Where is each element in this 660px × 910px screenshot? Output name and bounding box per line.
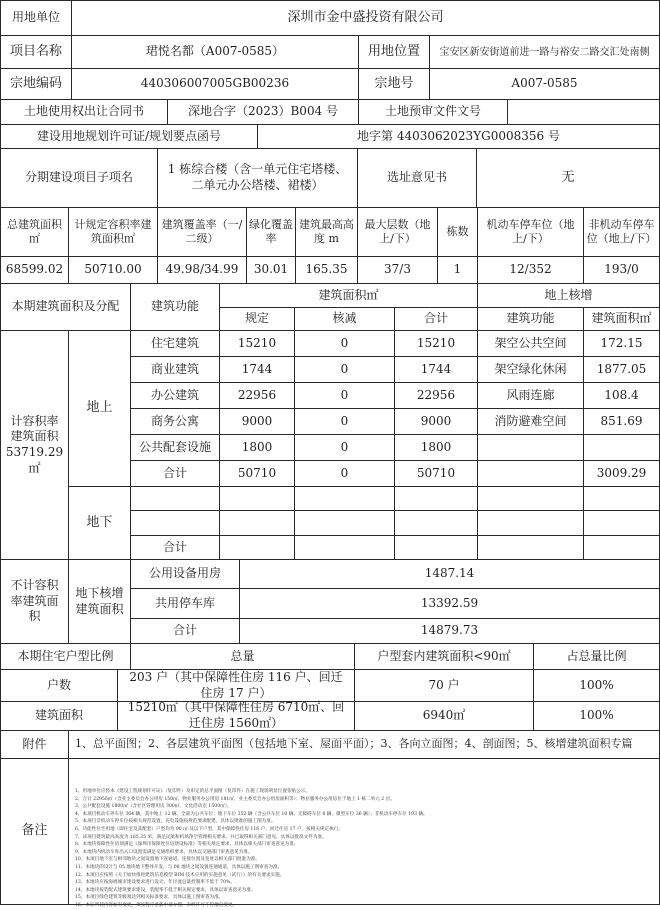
area-row-total: 15210 (394, 330, 478, 357)
core-row-area: 851.69 (583, 408, 660, 435)
non-far-value: 14879.73 (239, 618, 660, 644)
below-subtotal-label: 合计 (130, 535, 220, 560)
contract-label: 土地使用权出让合同书 (0, 99, 168, 125)
below-empty-cell (219, 535, 295, 560)
above-subtotal-core-area: 3009.29 (583, 460, 660, 487)
area-row-function: 住宅建筑 (130, 330, 220, 357)
core-header: 地上核增 (477, 283, 660, 308)
area-section-label: 本期建筑面积及分配 (0, 283, 131, 331)
core-row-function: 风雨连廊 (477, 382, 584, 409)
rule-subheader: 规定 (219, 307, 295, 331)
below-empty-cell (294, 486, 395, 511)
contract-value: 深地合字（2023）B004 号 (167, 99, 359, 125)
indicator-value: 49.98/34.99 (157, 256, 247, 284)
non-far-item: 共用停车库 (130, 588, 240, 619)
area-row-minus: 0 (294, 330, 395, 357)
remark-line: 15、本项目绿色建筑等级须达到相关标准要求，具体以施工图审查为准。 (75, 895, 224, 901)
below-empty-cell (130, 510, 220, 536)
below-empty-cell (583, 535, 660, 560)
non-far-value: 1487.14 (239, 559, 660, 589)
above-subtotal-total: 50710 (394, 460, 478, 487)
indicator-header: 栋数 (437, 207, 478, 257)
total-subheader: 合计 (394, 307, 478, 331)
indicator-header: 总建筑面积㎡ (0, 207, 69, 257)
above-subtotal-minus: 0 (294, 460, 395, 487)
indicator-header: 最大层数（地上/下） (357, 207, 438, 257)
minus-subheader: 核减 (294, 307, 395, 331)
above-subtotal-rule: 50710 (219, 460, 295, 487)
housing-units-ratio: 100% (533, 669, 660, 702)
non-far-item: 合计 (130, 618, 240, 644)
permit-value: 地字第 4403062023YG0008356 号 (257, 124, 660, 149)
core-row-function: 消防避难空间 (477, 408, 584, 435)
below-empty-cell (394, 486, 478, 511)
area-row-minus: 0 (294, 356, 395, 383)
core-row-area: 1877.05 (583, 356, 660, 383)
core-row-area (583, 434, 660, 461)
above-subtotal-core-empty (477, 460, 584, 487)
remark-line: 3、公共配套设施 1800㎡（含社区管理用房 300㎡、文化活动室 1500㎡）。 (75, 804, 232, 810)
remark-line: 1、用地单位应将本《建设工程规划许可证》（复印件）及审定的总平面图（复印件）在施工现场明显位置张贴公示。 (75, 789, 310, 794)
remark-line: 11、本地块的设计与 05 地块地下整体开发，与 06 地块之间设置连通通道，具体以施工图审查为准。 (75, 864, 283, 870)
attachments-label: 附件 (0, 730, 69, 759)
remark-line: 13、本地块应按海绵城市建设要求进行设计，年径流总量控制率不低于 70%。 (75, 880, 235, 886)
area-row-function: 公共配套设施 (130, 434, 220, 461)
area-row-total: 22956 (394, 382, 478, 409)
housing-units-total: 203 户（其中保障性住房 116 户、回迁住房 17 户） (117, 669, 355, 702)
indicator-header: 非机动车停车位（地上/下） (583, 207, 660, 257)
below-empty-cell (477, 486, 584, 511)
housing-units-small: 70 户 (354, 669, 534, 702)
area-header: 建筑面积㎡ (219, 283, 478, 308)
remarks-notes (72, 786, 657, 908)
attachments-value: 1、总平面图；2、各层建筑平面图（包括地下室、屋面平面）；3、各向立面图；4、剖面图；5、核增建筑面积专篇 (68, 730, 660, 759)
underground-core-label: 地下核增建筑面积 (68, 559, 131, 644)
below-empty-cell (294, 535, 395, 560)
indicator-header: 计规定容积率建筑面积㎡ (68, 207, 158, 257)
remark-line: 7、该项目建筑最高高度为 165.35 米，满足民航和机场净空管理相关要求，并已取得相关部门意见，具体以批准文件为准。 (75, 834, 327, 840)
parcel-code-label: 宗地编码 (0, 68, 72, 100)
core-row-function: 架空公共空间 (477, 330, 584, 357)
area-row-minus: 0 (294, 382, 395, 409)
core-row-area: 108.4 (583, 382, 660, 409)
location-value: 宝安区新安街道前进一路与裕安二路交汇处南侧 (429, 35, 660, 69)
area-row-total: 1744 (394, 356, 478, 383)
parcel-no-label: 宗地号 (358, 68, 430, 100)
below-empty-cell (219, 510, 295, 536)
area-row-rule: 9000 (219, 408, 295, 435)
core-row-function: 架空绿化休闲 (477, 356, 584, 383)
housing-units-label: 户数 (0, 669, 118, 702)
remark-line: 9、本地块内机动车库出入口设置需满足交通组织要求，具体以交通部门审查意见为准。 (75, 849, 253, 855)
housing-ratio-header: 占总量比例 (533, 643, 660, 670)
non-far-label: 不计容积率建筑面积 (0, 559, 69, 644)
housing-area-label: 建筑面积 (0, 701, 118, 731)
area-row-rule: 15210 (219, 330, 295, 357)
area-row-total: 9000 (394, 408, 478, 435)
indicator-value: 30.01 (246, 256, 296, 284)
housing-small-header: 户型套内建筑面积<90㎡ (354, 643, 534, 670)
above-ground-label: 地上 (68, 330, 131, 487)
far-area-label: 计容积率建筑面积 53719.29㎡ (0, 330, 69, 560)
below-empty-cell (394, 535, 478, 560)
area-row-minus: 0 (294, 408, 395, 435)
location-label: 用地位置 (358, 35, 430, 69)
pre-review-label: 土地预审文件文号 (358, 99, 508, 125)
remarks-label: 备注 (0, 758, 69, 905)
permit-label: 建设用地规划许可证/规划要点函号 (0, 124, 258, 149)
remark-line: 16、本证所载内容如有变更，须按程序重新申请办理，未经许可不得擅自变更。 (75, 902, 238, 908)
area-row-rule: 1800 (219, 434, 295, 461)
project-name-value: 珺悦名都（A007-0585） (71, 35, 359, 69)
land-user-label: 用地单位 (0, 0, 72, 36)
area-row-minus: 0 (294, 434, 395, 461)
core-row-area: 172.15 (583, 330, 660, 357)
area-row-rule: 1744 (219, 356, 295, 383)
remark-line: 6、功能性住宅用地（即住宅及其配套）户型均为 90 ㎡ 及以下户型，其中保障性住房 116 户、回迁住房 17 户，按相关规定执行。 (75, 826, 343, 832)
pre-review-value (507, 99, 660, 125)
indicator-header: 绿化覆盖率 (246, 207, 296, 257)
area-row-function: 商业建筑 (130, 356, 220, 383)
core-area-subheader: 建筑面积㎡ (583, 307, 660, 331)
indicator-value: 1 (437, 256, 478, 284)
area-row-rule: 22956 (219, 382, 295, 409)
function-header: 建筑功能 (130, 283, 220, 331)
area-row-function: 办公建筑 (130, 382, 220, 409)
indicator-value: 165.35 (295, 256, 358, 284)
phase-value: 1 栋综合楼（含一单元住宅塔楼、二单元办公塔楼、裙楼） (157, 148, 358, 208)
remark-line: 4、本项目机动车停车位 364 辆，其中地上 12 辆、全部为公共车位；地下车位 352 辆（含公共车位 10 辆、无障碍车位 8 辆、微型车位 36 辆）；非机动车停车位 193 辆。 (75, 811, 428, 817)
housing-area-total: 15210㎡（其中保障性住房 6710㎡、回迁住房 1560㎡） (117, 701, 355, 731)
below-empty-cell (583, 486, 660, 511)
remark-line: 14、本地块按装配式建筑要求建设，装配率不低于相关规定要求，具体以审查意见为准。 (75, 887, 256, 893)
parcel-no-value: A007-0585 (429, 68, 660, 100)
indicator-value: 12/352 (477, 256, 584, 284)
indicator-value: 37/3 (357, 256, 438, 284)
housing-area-small: 6940㎡ (354, 701, 534, 731)
site-opinion-value: 无 (476, 148, 660, 208)
above-subtotal-label: 合计 (130, 460, 220, 487)
area-row-total: 1800 (394, 434, 478, 461)
below-ground-label: 地下 (68, 486, 131, 560)
non-far-item: 公用设备用房 (130, 559, 240, 589)
indicator-header: 机动车停车位（地上/下） (477, 207, 584, 257)
core-function-subheader: 建筑功能 (477, 307, 584, 331)
below-empty-cell (477, 510, 584, 536)
indicator-value: 50710.00 (68, 256, 158, 284)
project-name-label: 项目名称 (0, 35, 72, 69)
non-far-value: 13392.59 (239, 588, 660, 619)
housing-title: 本期住宅户型比例 (0, 643, 131, 670)
indicator-header: 建筑覆盖率（一/二级） (157, 207, 247, 257)
remark-line: 8、本地块保障性住房须满足《深圳市保障性住房建设标准》等相关规定要求，具体以相关部门审查意见为准。 (75, 842, 299, 848)
site-opinion-label: 选址意见书 (357, 148, 477, 208)
below-empty-cell (394, 510, 478, 536)
below-empty-cell (294, 510, 395, 536)
land-user-value: 深圳市金中盛投资有限公司 (71, 0, 660, 36)
housing-total-header: 总量 (130, 643, 355, 670)
housing-area-ratio: 100% (533, 701, 660, 731)
indicator-value: 193/0 (583, 256, 660, 284)
below-empty-cell (130, 486, 220, 511)
phase-label: 分期建设项目子项名 (0, 148, 158, 208)
area-row-function: 商务公寓 (130, 408, 220, 435)
below-empty-cell (477, 535, 584, 560)
below-empty-cell (219, 486, 295, 511)
indicator-header: 建筑最高高度 m (295, 207, 358, 257)
parcel-code-value: 440306007005GB00236 (71, 68, 359, 100)
remark-line: 2、合计 22956㎡（含业主委员会办公用房 150㎡、物业服务办公用房 181㎡、业主委员会办公用房面积等）；物业服务办公用房位于地上 1 栋二单元 2 层。 (75, 796, 395, 802)
remark-line: 5、本项目非机动车停车位按相关规范设置，充电设施按规范要求配建，具体以批准的施工图为准。 (75, 819, 276, 825)
core-row-function (477, 434, 584, 461)
indicator-value: 68599.02 (0, 256, 69, 284)
remark-line: 10、本项目地下室与相邻地块之间设置地下连通道，连接位置及宽度以相关部门批准为准。 (75, 857, 261, 863)
remark-line: 12、本项目应按照《关于加快推进建筑信息模型 BIM 技术应用的实施意见（试行）》的有关要求实施。 (75, 872, 285, 878)
below-empty-cell (583, 510, 660, 536)
